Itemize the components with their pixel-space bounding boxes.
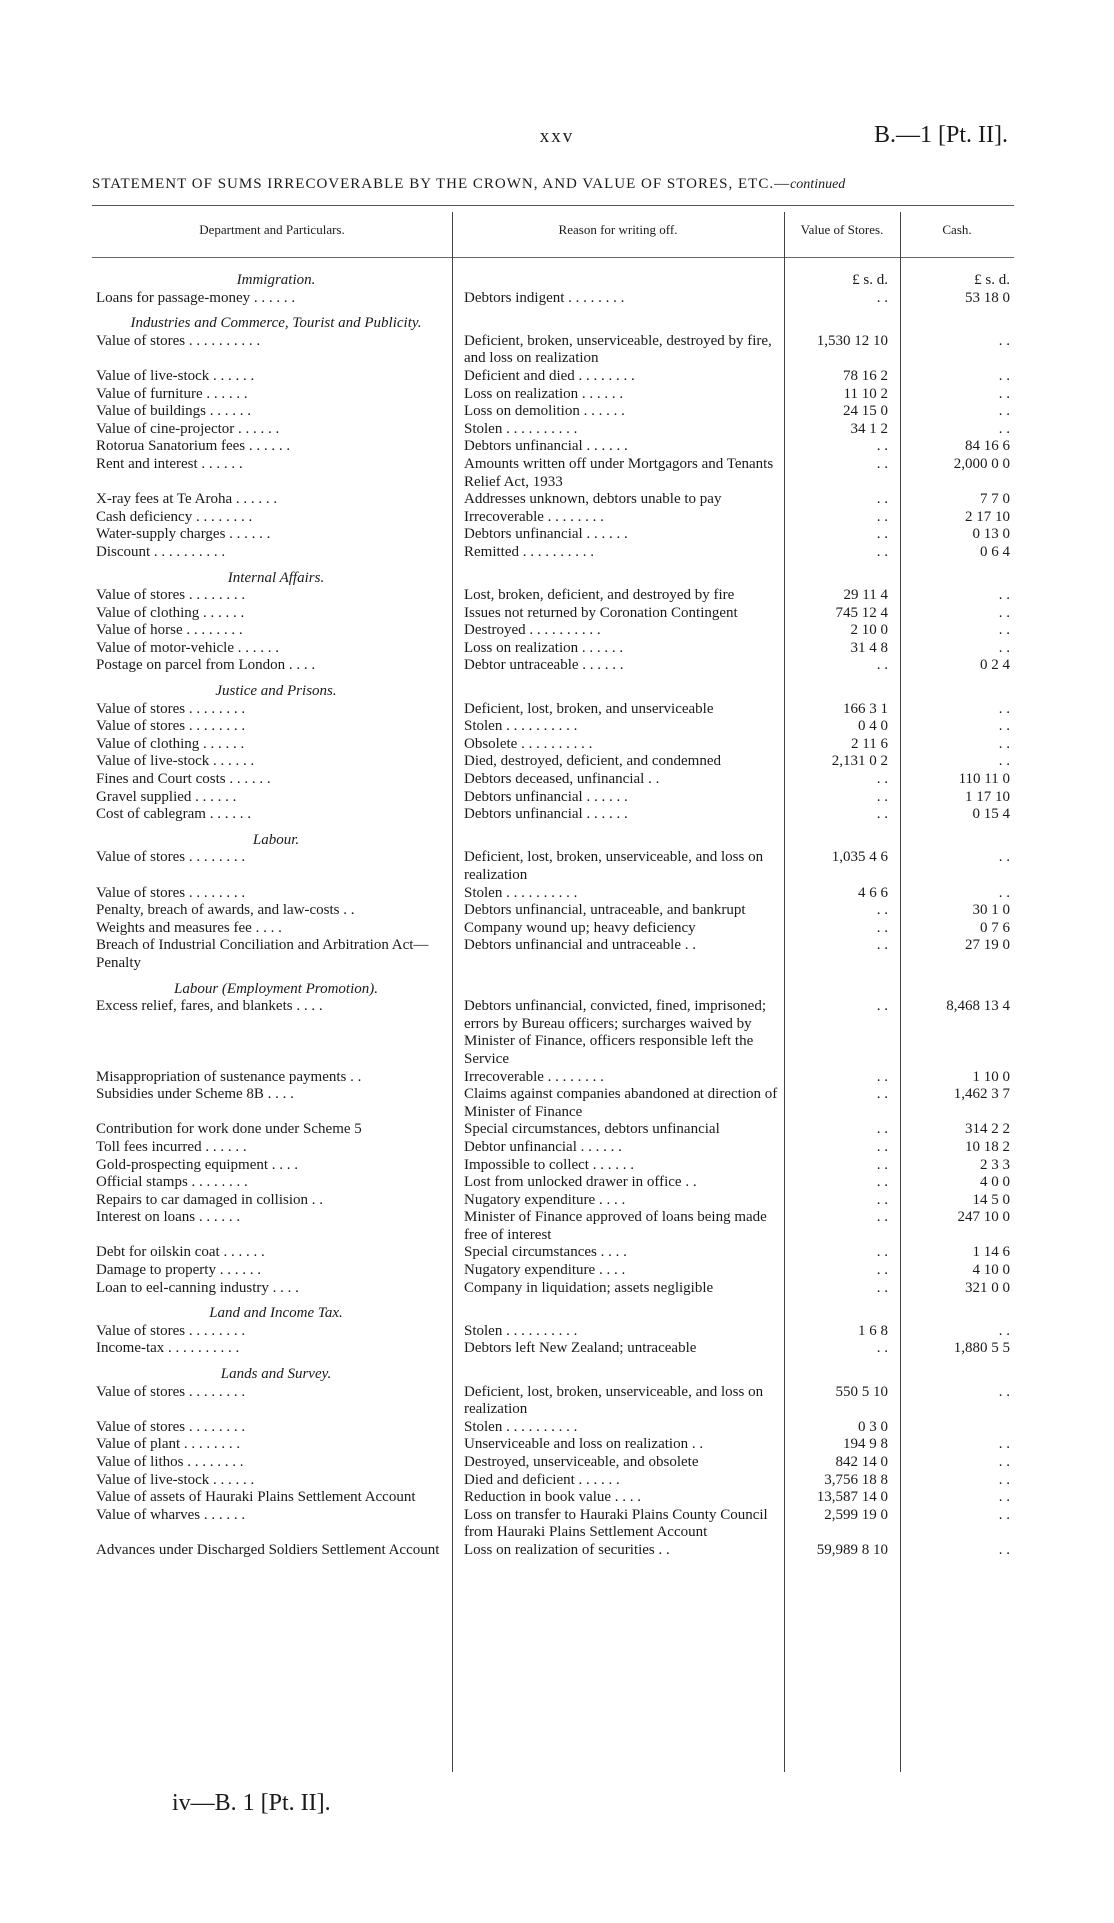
reason-cell: Lost from unlocked drawer in office . . bbox=[464, 1174, 697, 1191]
stores-value-cell: 31 4 8 bbox=[850, 639, 888, 656]
particulars-cell: Value of stores . . . . . . . . bbox=[96, 884, 246, 901]
stores-value-cell: 78 16 2 bbox=[843, 367, 888, 384]
cash-value-cell: 1,462 3 7 bbox=[953, 1086, 1010, 1103]
stores-value-cell: 550 5 10 bbox=[835, 1383, 888, 1400]
reason-cell: Nugatory expenditure . . . . bbox=[464, 1262, 626, 1279]
particulars-cell: Value of lithos . . . . . . . . bbox=[96, 1454, 244, 1470]
column-header-cash: Cash. bbox=[942, 222, 972, 237]
reason-cell: Debtors unfinancial . . . . . . bbox=[464, 526, 628, 543]
reason-cell: Died and deficient . . . . . . bbox=[464, 1471, 620, 1488]
stores-value-cell: . . bbox=[876, 491, 888, 508]
section-gap bbox=[92, 307, 1014, 315]
particulars-cell: Value of stores . . . . . . . . . . bbox=[96, 332, 261, 349]
particulars-cell: Value of furniture . . . . . . bbox=[96, 385, 248, 402]
reason-cell: Impossible to collect . . . . . . bbox=[464, 1156, 634, 1173]
reason-cell: Debtors deceased, unfinancial . . bbox=[464, 771, 660, 788]
particulars-cell: Discount . . . . . . . . . . bbox=[96, 543, 226, 560]
statement-table bbox=[92, 272, 1014, 1560]
stores-value-cell: 3,756 18 8 bbox=[824, 1471, 888, 1488]
particulars-cell: Value of stores . . . . . . . . bbox=[96, 587, 246, 604]
table-row bbox=[92, 849, 1014, 884]
stores-value-cell: . . bbox=[876, 1279, 888, 1296]
reason-cell: Stolen . . . . . . . . . . bbox=[464, 1418, 578, 1435]
stores-value-cell: . . bbox=[876, 1156, 888, 1173]
section-heading: Internal Affairs. bbox=[227, 569, 325, 586]
stores-value-cell: 59,989 8 10 bbox=[816, 1541, 888, 1558]
cash-value-cell: . . bbox=[998, 1506, 1010, 1523]
section-gap bbox=[92, 562, 1014, 570]
cash-value-cell bbox=[900, 1419, 1014, 1437]
table-row bbox=[92, 701, 1014, 719]
header-rule bbox=[92, 257, 1014, 258]
particulars-cell: Subsidies under Scheme 8B . . . . bbox=[96, 1086, 294, 1103]
particulars-cell: Loan to eel-canning industry . . . . bbox=[96, 1279, 299, 1296]
document-reference: B.—1 [Pt. II]. bbox=[874, 122, 1008, 148]
cash-value-cell: . . bbox=[998, 884, 1010, 901]
particulars-cell: Value of stores . . . . . . . . bbox=[96, 1322, 246, 1339]
cash-value-cell: 0 2 4 bbox=[980, 657, 1010, 674]
particulars-cell: Value of cine-projector . . . . . . bbox=[96, 420, 280, 437]
cash-value-cell: . . bbox=[998, 1436, 1010, 1453]
stores-value-cell: . . bbox=[876, 543, 888, 560]
stores-value-cell: 2 10 0 bbox=[850, 622, 888, 639]
particulars-cell: Cash deficiency . . . . . . . . bbox=[96, 508, 253, 525]
cash-value-cell: . . bbox=[998, 1322, 1010, 1339]
stores-value-cell: 4 6 6 bbox=[858, 884, 888, 901]
stores-value-cell: 745 12 4 bbox=[835, 604, 888, 621]
particulars-cell: Contribution for work done under Scheme 5 bbox=[96, 1121, 362, 1138]
reason-cell: Destroyed, unserviceable, and obsolete bbox=[464, 1454, 699, 1470]
stores-value-cell: 1 6 8 bbox=[858, 1322, 888, 1339]
table-row bbox=[92, 587, 1014, 605]
stores-value-cell: . . bbox=[876, 998, 888, 1015]
cash-value-cell: . . bbox=[998, 735, 1010, 752]
section-heading: Lands and Survey. bbox=[220, 1366, 332, 1383]
table-row bbox=[92, 386, 1014, 404]
reason-cell: Remitted . . . . . . . . . . bbox=[464, 543, 594, 560]
stores-value-cell: . . bbox=[876, 1244, 888, 1261]
cash-value-cell: 4 10 0 bbox=[972, 1262, 1010, 1279]
particulars-cell: Postage on parcel from London . . . . bbox=[96, 657, 316, 674]
stores-value-cell: . . bbox=[876, 1174, 888, 1191]
cash-value-cell: . . bbox=[998, 1454, 1010, 1470]
particulars-cell: Value of assets of Hauraki Plains Settlement Account bbox=[96, 1489, 416, 1506]
statement-title bbox=[92, 176, 1014, 193]
table-row bbox=[92, 1262, 1014, 1280]
cash-value-cell: . . bbox=[998, 367, 1010, 384]
cash-value-cell: . . bbox=[998, 753, 1010, 770]
stores-value-cell: 34 1 2 bbox=[850, 420, 888, 437]
table-row bbox=[92, 290, 1014, 308]
stores-value-cell: 2 11 6 bbox=[851, 735, 888, 752]
cash-value-cell: . . bbox=[998, 718, 1010, 735]
cash-value-cell: 10 18 2 bbox=[965, 1138, 1010, 1155]
particulars-cell: Excess relief, fares, and blankets . . . . bbox=[96, 998, 323, 1015]
table-row bbox=[92, 771, 1014, 789]
stores-value-cell: . . bbox=[876, 657, 888, 674]
cash-value-cell: . . bbox=[998, 1489, 1010, 1506]
cash-value-cell: 14 5 0 bbox=[972, 1191, 1010, 1208]
particulars-cell: Value of live-stock . . . . . . bbox=[96, 367, 255, 384]
table-row bbox=[92, 622, 1014, 640]
cash-value-cell: . . bbox=[998, 849, 1010, 866]
cash-value-cell: . . bbox=[998, 587, 1010, 604]
cash-value-cell: 1 14 6 bbox=[972, 1244, 1010, 1261]
cash-value-cell: . . bbox=[998, 332, 1010, 349]
particulars-cell: Water-supply charges . . . . . . bbox=[96, 526, 271, 543]
table-row bbox=[92, 1323, 1014, 1341]
reason-cell: Debtors unfinancial, untraceable, and bankrupt bbox=[464, 902, 746, 919]
table-row bbox=[92, 885, 1014, 903]
particulars-cell: Gravel supplied . . . . . . bbox=[96, 788, 237, 805]
reason-cell: Debtors unfinancial and untraceable . . bbox=[464, 937, 696, 954]
table-row bbox=[92, 1472, 1014, 1490]
table-row bbox=[92, 403, 1014, 421]
particulars-cell: Value of stores . . . . . . . . bbox=[96, 718, 246, 735]
particulars-cell: Interest on loans . . . . . . bbox=[96, 1209, 241, 1226]
table-row bbox=[92, 998, 1014, 1068]
cash-value-cell: 2,000 0 0 bbox=[953, 455, 1010, 472]
page-number: xxv bbox=[539, 126, 575, 147]
cash-value-cell: . . bbox=[998, 639, 1010, 656]
particulars-cell: Value of stores . . . . . . . . bbox=[96, 1418, 246, 1435]
reason-cell: Debtor untraceable . . . . . . bbox=[464, 657, 624, 674]
table-row bbox=[92, 605, 1014, 623]
reason-cell: Irrecoverable . . . . . . . . bbox=[464, 1068, 604, 1085]
table-row bbox=[92, 1192, 1014, 1210]
stores-value-cell: 0 3 0 bbox=[858, 1418, 888, 1435]
particulars-cell: Misappropriation of sustenance payments . . bbox=[96, 1068, 362, 1085]
stores-value-cell: 842 14 0 bbox=[835, 1454, 888, 1470]
cash-value-cell: . . bbox=[998, 700, 1010, 717]
cash-value-cell: . . bbox=[998, 385, 1010, 402]
reason-cell: Reduction in book value . . . . bbox=[464, 1489, 642, 1506]
cash-value-cell: . . bbox=[998, 1471, 1010, 1488]
stores-value-cell: . . bbox=[876, 771, 888, 788]
stores-value-cell: . . bbox=[876, 1086, 888, 1103]
table-row bbox=[92, 1340, 1014, 1358]
table-row bbox=[92, 1436, 1014, 1454]
section-gap bbox=[92, 973, 1014, 981]
stores-value-cell: . . bbox=[876, 1138, 888, 1155]
stores-value-cell: . . bbox=[876, 1262, 888, 1279]
table-row bbox=[92, 1121, 1014, 1139]
table-row bbox=[92, 1157, 1014, 1175]
cash-value-cell: 7 7 0 bbox=[980, 491, 1010, 508]
table-row bbox=[92, 1419, 1014, 1437]
particulars-cell: Value of live-stock . . . . . . bbox=[96, 753, 255, 770]
reason-cell: Amounts written off under Mortgagors and Tenants Relief Act, 1933 bbox=[464, 455, 774, 490]
stores-value-cell: 0 4 0 bbox=[858, 718, 888, 735]
particulars-cell: Value of horse . . . . . . . . bbox=[96, 622, 243, 639]
reason-cell: Irrecoverable . . . . . . . . bbox=[464, 508, 604, 525]
table-row bbox=[92, 1507, 1014, 1542]
reason-cell: Loss on realization of securities . . bbox=[464, 1541, 670, 1558]
table-row bbox=[92, 1139, 1014, 1157]
reason-cell: Unserviceable and loss on realization . . bbox=[464, 1436, 704, 1453]
cash-value-cell: 0 6 4 bbox=[980, 543, 1010, 560]
particulars-cell: Value of live-stock . . . . . . bbox=[96, 1471, 255, 1488]
reason-cell: Stolen . . . . . . . . . . bbox=[464, 884, 578, 901]
table-row bbox=[92, 1384, 1014, 1419]
reason-cell: Minister of Finance approved of loans being made free of interest bbox=[464, 1209, 767, 1243]
particulars-cell: Official stamps . . . . . . . . bbox=[96, 1174, 248, 1191]
reason-cell: Stolen . . . . . . . . . . bbox=[464, 420, 578, 437]
cash-value-cell: 247 10 0 bbox=[957, 1209, 1010, 1226]
cash-value-cell: 0 7 6 bbox=[980, 919, 1010, 936]
table-row bbox=[92, 937, 1014, 972]
reason-cell: Debtors indigent . . . . . . . . bbox=[464, 289, 625, 306]
reason-cell: Special circumstances, debtors unfinancial bbox=[464, 1121, 720, 1138]
table-row bbox=[92, 1542, 1014, 1560]
section-heading: Labour. bbox=[252, 831, 300, 848]
reason-cell: Debtors unfinancial . . . . . . bbox=[464, 438, 628, 455]
stores-value-cell: 1,530 12 10 bbox=[816, 332, 888, 349]
particulars-cell: Value of stores . . . . . . . . bbox=[96, 700, 246, 717]
stores-value-cell: 2,599 19 0 bbox=[824, 1506, 888, 1523]
stores-value-cell: . . bbox=[876, 1191, 888, 1208]
cash-value-cell: 0 13 0 bbox=[972, 526, 1010, 543]
particulars-cell: Cost of cablegram . . . . . . bbox=[96, 806, 251, 823]
cash-value-cell: . . bbox=[998, 604, 1010, 621]
particulars-cell: Penalty, breach of awards, and law-costs . . bbox=[96, 902, 355, 919]
section-gap bbox=[92, 675, 1014, 683]
table-row bbox=[92, 920, 1014, 938]
particulars-cell: Rent and interest . . . . . . bbox=[96, 455, 243, 472]
reason-cell: Loss on transfer to Hauraki Plains County Council from Hauraki Plains Settlement Account bbox=[464, 1506, 768, 1541]
table-row bbox=[92, 718, 1014, 736]
cash-value-cell: 84 16 6 bbox=[965, 438, 1010, 455]
cash-value-cell: 110 11 0 bbox=[958, 771, 1010, 788]
table-row bbox=[92, 736, 1014, 754]
table-row bbox=[92, 1209, 1014, 1244]
footer-signature: iv—B. 1 [Pt. II]. bbox=[172, 1790, 331, 1816]
section-heading: Industries and Commerce, Tourist and Publicity. bbox=[130, 315, 422, 332]
particulars-cell: Value of clothing . . . . . . bbox=[96, 604, 245, 621]
reason-cell: Debtor unfinancial . . . . . . bbox=[464, 1138, 622, 1155]
section-heading: Justice and Prisons. bbox=[215, 683, 337, 700]
cash-value-cell: . . bbox=[998, 420, 1010, 437]
particulars-cell: Fines and Court costs . . . . . . bbox=[96, 771, 271, 788]
cash-value-cell: . . bbox=[998, 403, 1010, 420]
reason-cell: Claims against companies abandoned at direction of Minister of Finance bbox=[464, 1086, 778, 1120]
stores-value-cell: 2,131 0 2 bbox=[831, 753, 888, 770]
column-header-dept: Department and Particulars. bbox=[199, 222, 345, 237]
table-row bbox=[92, 1086, 1014, 1121]
section-gap bbox=[92, 1297, 1014, 1305]
particulars-cell: Breach of Industrial Conciliation and Arbitration Act—Penalty bbox=[96, 937, 429, 971]
stores-value-cell: . . bbox=[876, 508, 888, 525]
table-row bbox=[92, 438, 1014, 456]
section-heading: Immigration. bbox=[236, 272, 316, 288]
reason-cell: Debtors left New Zealand; untraceable bbox=[464, 1340, 697, 1357]
stores-value-cell: . . bbox=[876, 937, 888, 954]
stores-value-cell: 1,035 4 6 bbox=[831, 849, 888, 866]
particulars-cell: Weights and measures fee . . . . bbox=[96, 919, 282, 936]
stores-value-cell: 13,587 14 0 bbox=[816, 1489, 888, 1506]
cash-value-cell: 314 2 2 bbox=[965, 1121, 1010, 1138]
particulars-cell: Debt for oilskin coat . . . . . . bbox=[96, 1244, 265, 1261]
particulars-cell: Damage to property . . . . . . bbox=[96, 1262, 261, 1279]
stores-value-cell: 11 10 2 bbox=[843, 385, 888, 402]
particulars-cell: Toll fees incurred . . . . . . bbox=[96, 1138, 247, 1155]
stores-value-cell: . . bbox=[876, 1121, 888, 1138]
reason-cell: Loss on demolition . . . . . . bbox=[464, 403, 625, 420]
table-row bbox=[92, 544, 1014, 562]
stores-value-cell: . . bbox=[876, 902, 888, 919]
reason-cell: Debtors unfinancial . . . . . . bbox=[464, 806, 628, 823]
cash-value-cell: 0 15 4 bbox=[972, 806, 1010, 823]
reason-cell: Deficient and died . . . . . . . . bbox=[464, 367, 635, 384]
cash-value-cell: 27 19 0 bbox=[965, 937, 1010, 954]
reason-cell: Deficient, lost, broken, and unserviceable bbox=[464, 700, 714, 717]
stores-value-cell: . . bbox=[876, 806, 888, 823]
particulars-cell: Value of plant . . . . . . . . bbox=[96, 1436, 241, 1453]
table-row bbox=[92, 1489, 1014, 1507]
table-row bbox=[92, 1280, 1014, 1298]
stores-value-cell: 166 3 1 bbox=[843, 700, 888, 717]
stores-value-cell: . . bbox=[876, 455, 888, 472]
table-row bbox=[92, 509, 1014, 527]
stores-value-cell: . . bbox=[876, 1340, 888, 1357]
particulars-cell: Value of buildings . . . . . . bbox=[96, 403, 251, 420]
cash-value-cell: . . bbox=[998, 1383, 1010, 1400]
reason-cell: Special circumstances . . . . bbox=[464, 1244, 627, 1261]
reason-cell: Died, destroyed, deficient, and condemned bbox=[464, 753, 721, 770]
reason-cell: Company in liquidation; assets negligible bbox=[464, 1279, 714, 1296]
cash-value-cell: 1,880 5 5 bbox=[953, 1340, 1010, 1357]
table-row bbox=[92, 491, 1014, 509]
column-header-stores: Value of Stores. bbox=[800, 222, 884, 237]
title-main: STATEMENT OF SUMS IRRECOVERABLE BY THE CROWN, AND VALUE OF STORES, ETC.— bbox=[92, 176, 791, 192]
table-row bbox=[92, 526, 1014, 544]
particulars-cell: Advances under Discharged Soldiers Settlement Account bbox=[96, 1541, 440, 1558]
section-heading: Labour (Employment Promotion). bbox=[173, 980, 378, 997]
cash-value-cell: 1 10 0 bbox=[972, 1068, 1010, 1085]
cash-value-cell: 4 0 0 bbox=[980, 1174, 1010, 1191]
stores-value-cell: 29 11 4 bbox=[843, 587, 888, 604]
reason-cell: Lost, broken, deficient, and destroyed by fire bbox=[464, 587, 735, 604]
particulars-cell: Value of stores . . . . . . . . bbox=[96, 849, 246, 866]
particulars-cell: Income-tax . . . . . . . . . . bbox=[96, 1340, 240, 1357]
reason-cell: Company wound up; heavy deficiency bbox=[464, 919, 696, 936]
particulars-cell: Rotorua Sanatorium fees . . . . . . bbox=[96, 438, 291, 455]
cash-value-cell: 30 1 0 bbox=[972, 902, 1010, 919]
reason-cell: Addresses unknown, debtors unable to pay bbox=[464, 491, 722, 508]
stores-value-cell: 24 15 0 bbox=[843, 403, 888, 420]
table-row bbox=[92, 806, 1014, 824]
section-heading: Land and Income Tax. bbox=[209, 1305, 343, 1322]
table-row bbox=[92, 789, 1014, 807]
particulars-cell: Value of stores . . . . . . . . bbox=[96, 1383, 246, 1400]
reason-cell: Destroyed . . . . . . . . . . bbox=[464, 622, 601, 639]
table-row bbox=[92, 1174, 1014, 1192]
cash-value-cell: 1 17 10 bbox=[965, 788, 1010, 805]
cash-value-cell: . . bbox=[998, 1541, 1010, 1558]
table-row bbox=[92, 421, 1014, 439]
table-row bbox=[92, 640, 1014, 658]
table-row bbox=[92, 753, 1014, 771]
stores-value-cell: . . bbox=[876, 788, 888, 805]
units-cash: £ s. d. bbox=[974, 272, 1010, 288]
reason-cell: Deficient, lost, broken, unserviceable, and loss on realization bbox=[464, 849, 764, 883]
cash-value-cell: 8,468 13 4 bbox=[946, 998, 1010, 1015]
particulars-cell: Value of wharves . . . . . . bbox=[96, 1506, 246, 1523]
stores-value-cell: . . bbox=[876, 919, 888, 936]
reason-cell: Debtors unfinancial, convicted, fined, imprisoned; errors by Bureau officers; surcharges waived by Minister of Finance, officers responsible left the Service bbox=[464, 998, 766, 1067]
table-row bbox=[92, 368, 1014, 386]
stores-value-cell: . . bbox=[876, 526, 888, 543]
particulars-cell: Repairs to car damaged in collision . . bbox=[96, 1191, 324, 1208]
cash-value-cell: 53 18 0 bbox=[965, 289, 1010, 306]
units-stores: £ s. d. bbox=[852, 272, 888, 288]
stores-value-cell: 194 9 8 bbox=[843, 1436, 888, 1453]
table-row bbox=[92, 1069, 1014, 1087]
reason-cell: Issues not returned by Coronation Contingent bbox=[464, 604, 738, 621]
stores-value-cell: . . bbox=[876, 1209, 888, 1226]
particulars-cell: Gold-prospecting equipment . . . . bbox=[96, 1156, 299, 1173]
column-header-reason: Reason for writing off. bbox=[558, 222, 678, 237]
cash-value-cell: 2 3 3 bbox=[980, 1156, 1010, 1173]
top-rule bbox=[92, 205, 1014, 206]
stores-value-cell: . . bbox=[876, 438, 888, 455]
cash-value-cell: 321 0 0 bbox=[965, 1279, 1010, 1296]
cash-value-cell: 2 17 10 bbox=[965, 508, 1010, 525]
reason-cell: Loss on realization . . . . . . bbox=[464, 639, 624, 656]
stores-value-cell: . . bbox=[876, 289, 888, 306]
reason-cell: Stolen . . . . . . . . . . bbox=[464, 1322, 578, 1339]
section-gap bbox=[92, 1358, 1014, 1366]
reason-cell: Loss on realization . . . . . . bbox=[464, 385, 624, 402]
particulars-cell: X-ray fees at Te Aroha . . . . . . bbox=[96, 491, 278, 508]
particulars-cell: Value of motor-vehicle . . . . . . bbox=[96, 639, 279, 656]
stores-value-cell: . . bbox=[876, 1068, 888, 1085]
table-row bbox=[92, 1244, 1014, 1262]
reason-cell: Debtors unfinancial . . . . . . bbox=[464, 788, 628, 805]
table-row bbox=[92, 657, 1014, 675]
cash-value-cell: . . bbox=[998, 622, 1010, 639]
particulars-cell: Loans for passage-money . . . . . . bbox=[96, 289, 296, 306]
reason-cell: Deficient, broken, unserviceable, destroyed by fire, and loss on realization bbox=[464, 332, 772, 367]
table-row bbox=[92, 1454, 1014, 1472]
reason-cell: Obsolete . . . . . . . . . . bbox=[464, 735, 593, 752]
section-gap bbox=[92, 824, 1014, 832]
reason-cell: Deficient, lost, broken, unserviceable, and loss on realization bbox=[464, 1383, 764, 1418]
table-row bbox=[92, 902, 1014, 920]
particulars-cell: Value of clothing . . . . . . bbox=[96, 735, 245, 752]
table-row bbox=[92, 456, 1014, 491]
reason-cell: Stolen . . . . . . . . . . bbox=[464, 718, 578, 735]
table-row bbox=[92, 333, 1014, 368]
reason-cell: Nugatory expenditure . . . . bbox=[464, 1191, 626, 1208]
title-suffix: continued bbox=[790, 177, 846, 192]
